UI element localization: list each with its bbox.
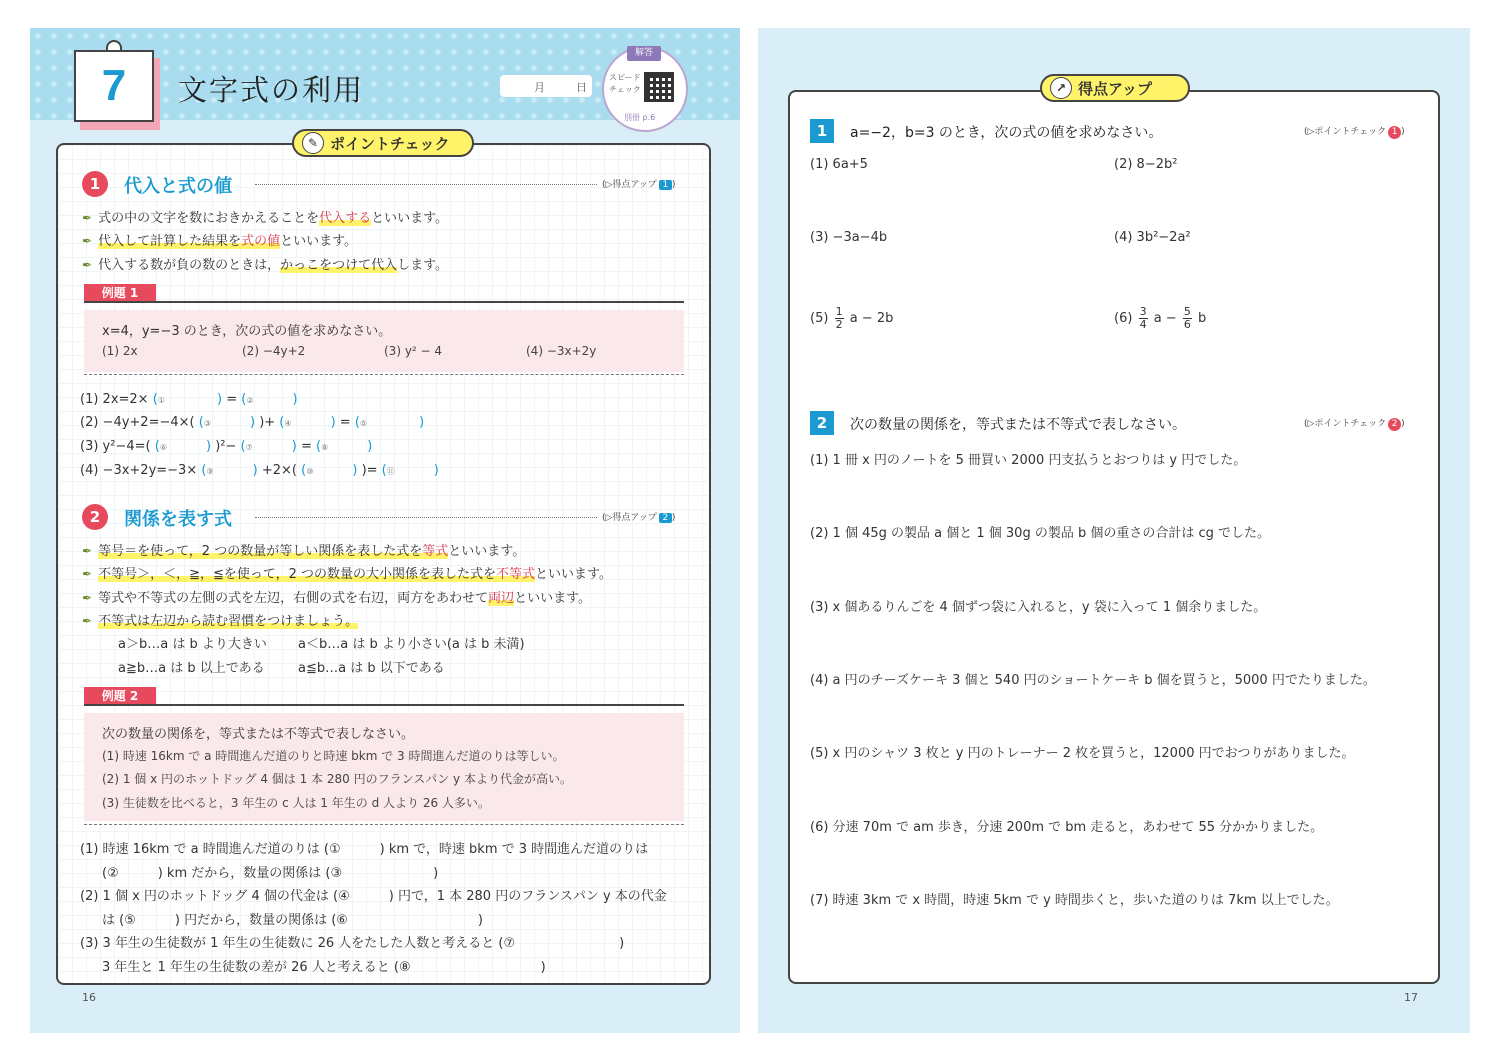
question-item: (3) x 個あるりんごを 4 個ずつ袋に入れると，y 袋に入って 1 個余りました。 <box>810 600 1267 615</box>
question-item: (2) 8−2b² <box>1114 157 1178 172</box>
question-item: (7) 時速 3km で x 時間，時速 5km で y 時間歩くと，歩いた道のりは 7km 以上でした。 <box>810 893 1339 908</box>
inequality-meaning: a≧b…a は b 以上である <box>118 661 265 676</box>
section-title: 代入と式の値 <box>124 176 232 197</box>
question-item: (6) $\frac{3}{4}$ a − $\frac{5}{6}$ b <box>1114 305 1207 331</box>
bullet-item: ✒ 不等号＞，＜，≧，≦を使って，2 つの数量の大小関係を表した式を不等式といいます。 <box>82 563 612 582</box>
bullet-item: ✒ 代入して計算した結果を式の値といいます。 <box>82 230 357 249</box>
score-up-pill: ↗ 得点アップ <box>1040 74 1190 102</box>
section-number: 1 <box>82 171 108 197</box>
question-item: (5) $\frac{1}{2}$ a − 2b <box>810 305 894 331</box>
answer-line: (2) 1 個 x 円のホットドッグ 4 個の代金は (④ ) 円で，1 本 280 円のフランスパン y 本の代金 <box>80 889 667 904</box>
pin-icon: ✎ <box>302 132 324 154</box>
page-number: 16 <box>82 991 96 1004</box>
trend-up-icon: ↗ <box>1050 77 1072 99</box>
question-text: a=−2，b=3 のとき，次の式の値を求めなさい。 <box>850 125 1163 141</box>
question-number: 2 <box>810 411 834 435</box>
answer-line: (4) −3x+2y=−3× (⑨ ) +2×( (⑩ ) )= (⑪ ) <box>80 463 439 478</box>
bullet-item: ✒ 代入する数が負の数のときは，かっこをつけて代入します。 <box>82 254 448 273</box>
question-text: 次の数量の関係を，等式または不等式で表しなさい。 <box>850 417 1186 433</box>
answer-line: (3) y²−4=( (⑥ ) )²− (⑦ ) = (⑧ ) <box>80 439 373 454</box>
chapter-number: 7 <box>74 50 154 122</box>
speed-check-label: スピード チェック <box>609 73 641 94</box>
score-up-ref[interactable]: (▷得点アップ 1 ) <box>602 180 676 190</box>
date-box: 月 日 <box>500 75 592 97</box>
question-item: (3) −3a−4b <box>810 230 888 245</box>
question-item: (5) x 円のシャツ 3 枚と y 円のトレーナー 2 枚を買うと，12000 円でおつりがありました。 <box>810 746 1355 761</box>
point-check-ref[interactable]: (▷ポイントチェック 2 ) <box>1304 419 1405 429</box>
example-label: 例題 1 <box>84 284 156 302</box>
inequality-meaning: a＞b…a は b より大きい <box>118 637 267 652</box>
question-item: (1) 6a+5 <box>810 157 868 172</box>
answer-line: は (⑤ ) 円だから，数量の関係は (⑥ ) <box>102 913 483 928</box>
answer-line: (3) 3 年生の生徒数が 1 年生の生徒数に 26 人をたした人数と考えると (⑦ ) <box>80 936 625 951</box>
example-question: 次の数量の関係を，等式または不等式で表しなさい。 <box>102 727 415 742</box>
answer-line: (2) −4y+2=−4×( (③ ) )+ (④ ) = (⑤ ) <box>80 415 425 430</box>
bullet-item: ✒ 等号＝を使って，2 つの数量が等しい関係を表した式を等式といいます。 <box>82 540 525 559</box>
section-number: 2 <box>82 504 108 530</box>
answer-line: 3 年生と 1 年生の生徒数の差が 26 人と考えると (⑧ ) <box>102 960 546 975</box>
inequality-meaning: a＜b…a は b より小さい(a は b 未満) <box>298 637 525 652</box>
inequality-meaning: a≦b…a は b 以下である <box>298 661 445 676</box>
score-up-ref[interactable]: (▷得点アップ 2 ) <box>602 513 676 523</box>
answer-ref: 別冊 p.6 <box>624 113 656 122</box>
question-item: (2) 1 個 45g の製品 a 個と 1 個 30g の製品 b 個の重さの合計は cg でした。 <box>810 526 1271 541</box>
bullet-item: ✒ 式の中の文字を数におきかえることを代入するといいます。 <box>82 207 448 226</box>
point-check-ref[interactable]: (▷ポイントチェック 1 ) <box>1304 127 1405 137</box>
question-item: (4) 3b²−2a² <box>1114 230 1191 245</box>
point-check-pill: ✎ ポイントチェック <box>292 129 474 157</box>
bullet-item: ✒ 不等式は左辺から読む習慣をつけましょう。 <box>82 610 358 629</box>
answer-tag: 解答 <box>627 46 661 61</box>
example-question: x=4，y=−3 のとき，次の式の値を求めなさい。 <box>102 324 392 339</box>
question-item: (1) 1 冊 x 円のノートを 5 冊買い 2000 円支払うとおつりは y 円でした。 <box>810 453 1247 468</box>
page-number: 17 <box>1404 991 1418 1004</box>
right-page <box>758 28 1470 1033</box>
answer-line: (1) 時速 16km で a 時間進んだ道のりは (① ) km で，時速 bkm で 3 時間進んだ道のりは <box>80 842 649 857</box>
question-number: 1 <box>810 119 834 143</box>
example-label: 例題 2 <box>84 687 156 705</box>
answer-line: (② ) km だから，数量の関係は (③ ) <box>102 866 439 881</box>
bullet-item: ✒ 等式や不等式の左側の式を左辺，右側の式を右辺，両方をあわせて両辺といいます。 <box>82 587 591 606</box>
question-item: (4) a 円のチーズケーキ 3 個と 540 円のショートケーキ b 個を買うと，5000 円でたりました。 <box>810 673 1376 688</box>
left-page: 7 文字式の利用 月 日 解答 スピード チェック 別冊 p.6 ✎ ポイントチェック 1 代入と式の値 (▷得点アップ 1 ) ✒ 式の中の文字を数におきかえることを代入するといいます。 ✒ 代入して計算した結果を式の値といいます。 ✒ 代入する数が負の数のときは，かっこをつけて代入します。 例題 1 x=4，y=−3 のとき，次の式の値を求めなさい。 (1) 2x (2) −4y+2 (3) y² − 4 (4) −3x+2y (1) 2x=2× (① ) = (② ) (2) −4y+2=−4×( (③ ) )+ (④ ) = (⑤ ) (3) y²−4=( (⑥ ) )²− (⑦ ) = (⑧ ) (4) −3x+2y=−3× (⑨ ) +2×( (⑩ ) )= (⑪ ) 2 関係を表す式 (▷得点アップ 2 ) ✒ 等号＝を使って，2 つの数量が等しい関係を表した式を等式といいます。 ✒ 不等号＞，＜，≧，≦を使って，2 つの数量の大小関係を表した式を不等式といいます。 ✒ 等式や不等式の左側の式を左辺，右側の式を右辺，両方をあわせて両辺といいます。 ✒ 不等式は左辺から読む習慣をつけましょう。 a＞b…a は b より大きい a＜b…a は b より小さい(a は b 未満) a≧b…a は b 以上である a≦b…a は b 以下である 例題 2 次の数量の関係を，等式または不等式で表しなさい。 (1) 時速 16km で a 時間進んだ道のりと時速 bkm で 3 時間進んだ道のりは等しい。 (2) 1 個 x 円のホットドッグ 4 個は 1 本 280 円のフランスパン y 本より代金が高い。 (3) 生徒数を比べると，3 年生の c 人は 1 年生の d 人より 26 人多い。 (1) 時速 16km で a 時間進んだ道のりは (① ) km で，時速 bkm で 3 時間進んだ道のりは (② ) km だから，数量の関係は (③ ) (2) 1 個 x 円のホットドッグ 4 個の代金は (④ ) 円で，1 本 280 円のフランスパン y 本の代金 は (⑤ ) 円だから，数量の関係は (⑥ ) (3) 3 年生の生徒数が 1 年生の生徒数に 26 人をたした人数と考えると (⑦ ) 3 年生と 1 年生の生徒数の差が 26 人と考えると (⑧ ) 16 <box>30 28 740 1033</box>
question-item: (6) 分速 70m で am 歩き，分速 200m で bm 走ると，あわせて 55 分かかりました。 <box>810 820 1324 835</box>
answer-line: (1) 2x=2× (① ) = (② ) <box>80 392 298 407</box>
chapter-title: 文字式の利用 <box>178 73 365 107</box>
qr-code-icon[interactable] <box>644 72 674 102</box>
section-title: 関係を表す式 <box>124 509 232 530</box>
